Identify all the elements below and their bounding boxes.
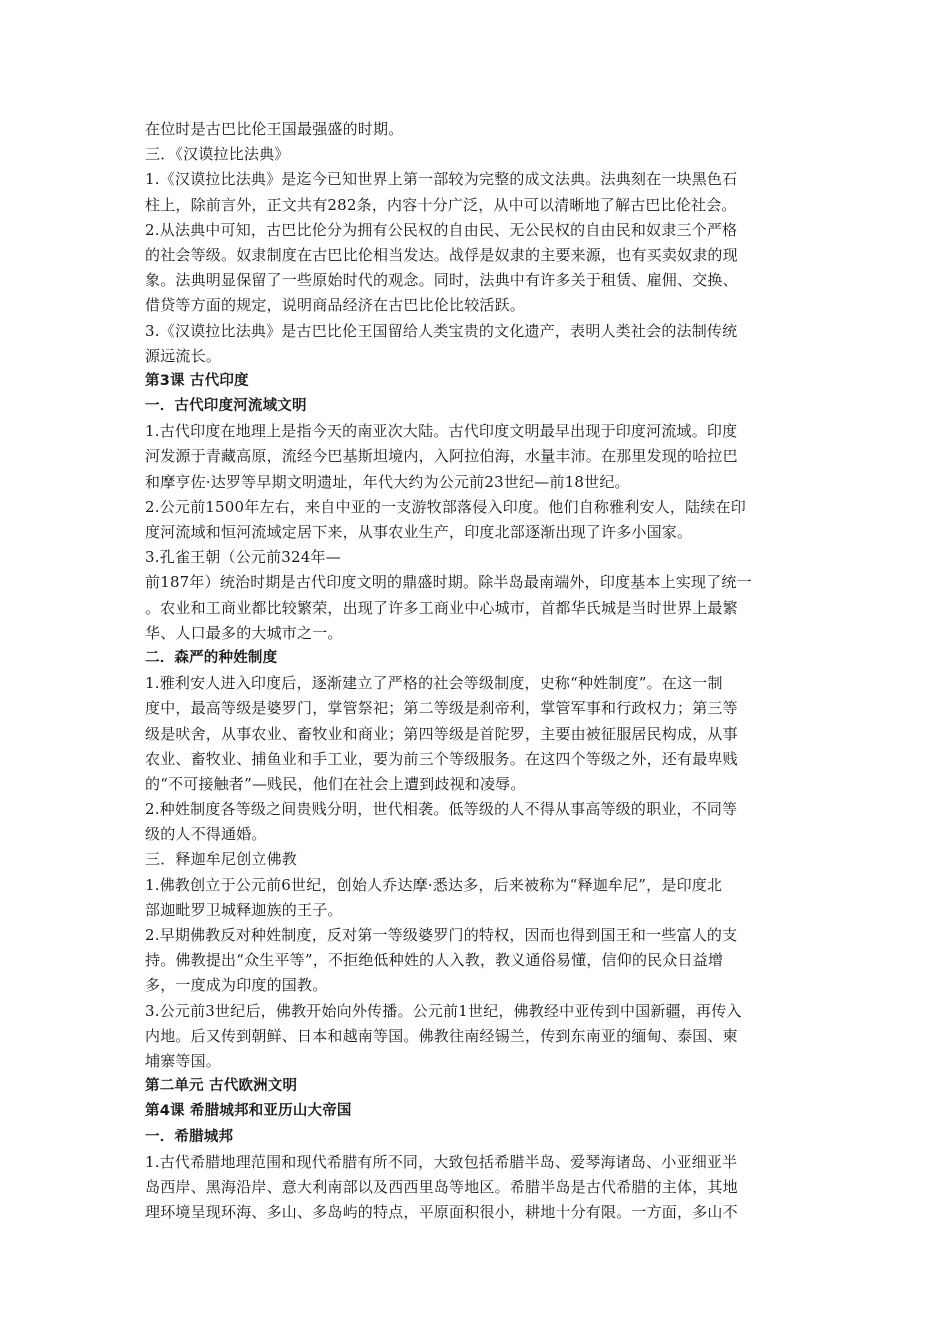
text-line: 河发源于青藏高原，流经今巴基斯坦境内，入阿拉伯海，水量丰沛。在那里发现的哈拉巴: [145, 447, 738, 466]
text-line: 在位时是古巴比伦王国最强盛的时期。: [145, 120, 404, 138]
text-line: 理环境呈现环海、多山、多岛屿的特点，平原面积很小，耕地十分有限。一方面，多山不: [145, 1203, 738, 1222]
text-line: 象。法典明显保留了一些原始时代的观念。同时，法典中有许多关于租赁、雇佣、交换、: [145, 271, 738, 290]
text-line: 1.佛教创立于公元前6世纪，创始人乔达摩·悉达多，后来被称为“释迦牟尼”，是印度北: [145, 875, 723, 894]
text-line: 。农业和工商业都比较繁荣，出现了许多工商业中心城市，首都华氏城是当时世界上最繁: [145, 598, 738, 617]
text-line: 借贷等方面的规定，说明商品经济在古巴比伦比较活跃。: [145, 296, 526, 315]
text-line: 持。佛教提出“众生平等”，不拒绝低种姓的人入教，教义通俗易懂，信仰的民众日益增: [145, 951, 724, 970]
text-line: 和摩亨佐·达罗等早期文明遗址，年代大约为公元前23世纪—前18世纪。: [145, 472, 630, 491]
text-line: 1.古代希腊地理范围和现代希腊有所不同，大致包括希腊半岛、爱琴海诸岛、小亚细亚半: [145, 1152, 738, 1171]
section-heading: 一．希腊城邦: [145, 1128, 234, 1145]
text-line: 部迦毗罗卫城释迦族的王子。: [145, 900, 343, 919]
text-line: 3.《汉谟拉比法典》是古巴比伦王国留给人类宝贵的文化遗产，表明人类社会的法制传统: [145, 321, 738, 340]
text-line: 前187年）统治时期是古代印度文明的鼎盛时期。除半岛最南端外，印度基本上实现了统一: [145, 573, 752, 592]
text-line: 源远流长。: [145, 346, 222, 365]
text-line: 岛西岸、黑海沿岸、意大利南部以及西西里岛等地区。希腊半岛是古代希腊的主体，其地: [145, 1177, 738, 1196]
text-line: 的社会等级。奴隶制度在古巴比伦相当发达。战俘是奴隶的主要来源，也有买卖奴隶的现: [145, 245, 738, 264]
text-line: 三．释迦牟尼创立佛教: [145, 850, 298, 869]
text-line: 3.孔雀王朝（公元前324年—: [145, 548, 341, 567]
text-line: 埔寨等国。: [145, 1051, 222, 1070]
section-heading: 第二单元 古代欧洲文明: [145, 1078, 298, 1095]
text-line: 农业、畜牧业、捕鱼业和手工业，要为前三个等级服务。在这四个等级之外，还有最卑贱: [145, 749, 738, 768]
section-heading: 二．森严的种姓制度: [145, 649, 278, 666]
document-page: [145, 117, 805, 1225]
section-heading: 一．古代印度河流域文明: [145, 398, 307, 415]
text-line: 级的人不得通婚。: [145, 825, 267, 844]
text-line: 2.公元前1500年左右，来自中亚的一支游牧部落侵入印度。他们自称雅利安人，陆续在印: [145, 497, 746, 516]
text-line: 3.公元前3世纪后，佛教开始向外传播。公元前1世纪，佛教经中亚传到中国新疆，再传入: [145, 1001, 742, 1020]
text-line: 级是吠舍，从事农业、畜牧业和商业；第四等级是首陀罗，主要由被征服居民构成，从事: [145, 724, 738, 743]
text-line: 柱上，除前言外，正文共有282条，内容十分广泛，从中可以清晰地了解古巴比伦社会。: [145, 195, 737, 214]
text-line: 华、人口最多的大城市之一。: [145, 623, 343, 642]
text-line: 度中，最高等级是婆罗门，掌管祭祀；第二等级是刹帝利，掌管军事和行政权力；第三等: [145, 699, 738, 718]
text-line: 1.古代印度在地理上是指今天的南亚次大陆。古代印度文明最早出现于印度河流域。印度: [145, 422, 738, 441]
text-line: 2.种姓制度各等级之间贵贱分明，世代相袭。低等级的人不得从事高等级的职业，不同等: [145, 800, 738, 819]
text-line: 1.《汉谟拉比法典》是迄今已知世界上第一部较为完整的成文法典。法典刻在一块黑色石: [145, 170, 738, 189]
section-heading: 第3课 古代印度: [145, 372, 249, 389]
text-line: 三．《汉谟拉比法典》: [145, 145, 290, 164]
text-line: 2.早期佛教反对种姓制度，反对第一等级婆罗门的特权，因而也得到国王和一些富人的支: [145, 926, 738, 944]
text-line: 度河流域和恒河流域定居下来，从事农业生产，印度北部逐渐出现了许多小国家。: [145, 523, 693, 541]
section-heading: 第4课 希腊城邦和亚历山大帝国: [145, 1103, 352, 1120]
text-line: 内地。后又传到朝鲜、日本和越南等国。佛教往南经锡兰，传到东南亚的缅甸、泰国、柬: [145, 1026, 738, 1045]
text-line: 2.从法典中可知，古巴比伦分为拥有公民权的自由民、无公民权的自由民和奴隶三个严格: [145, 220, 738, 239]
text-line: 的“不可接触者”—贱民，他们在社会上遭到歧视和凌辱。: [145, 774, 526, 793]
text-line: 多，一度成为印度的国教。: [145, 976, 328, 995]
text-line: 1.雅利安人进入印度后，逐渐建立了严格的社会等级制度，史称“种姓制度”。在这一制: [145, 674, 723, 693]
